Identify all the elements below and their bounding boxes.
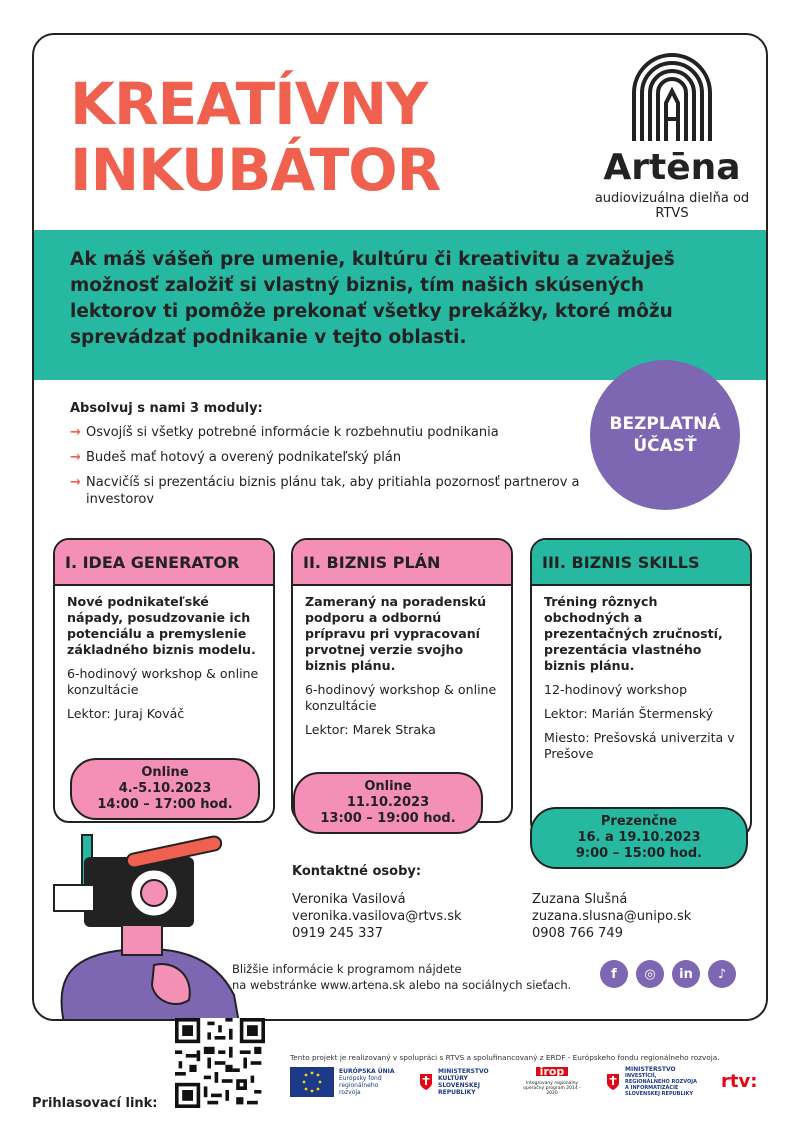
arrow-right-icon: →: [70, 475, 81, 490]
module-lecturer: Lektor: Marek Straka: [305, 722, 436, 737]
module-format: 6-hodinový workshop & online konzultácie: [305, 682, 497, 713]
contact-name: Veronika Vasilová: [292, 892, 406, 907]
partner-sub: INVESTÍCIÍ, REGIONÁLNEHO ROZVOJA A INFORMATIZÁCIE SLOVENSKEJ REPUBLIKY: [625, 1073, 697, 1097]
eu-logo: [290, 1067, 395, 1097]
more-info-text: [232, 961, 571, 993]
funding-note: Tento projekt je realizovaný v spolupráci s RTVS a spolufinancovaný z ERDF - Európskeho fondu regionálneho rozvoja.: [290, 1053, 720, 1062]
qr-code[interactable]: [175, 1018, 265, 1108]
instagram-icon[interactable]: ◎: [636, 960, 664, 988]
free-badge: [590, 360, 740, 510]
module-place: Miesto: Prešovská univerzita v Prešove: [544, 730, 735, 761]
partner-sub: KULTÚRY SLOVENSKEJ REPUBLIKY: [438, 1074, 480, 1096]
title-line-1: KREATÍVNY: [70, 70, 428, 138]
bullet-text: Osvojíš si všetky potrebné informácie k rozbehnutiu podnikania: [86, 425, 499, 440]
list-item: [70, 474, 580, 508]
slovak-coat-of-arms-icon: [419, 1073, 433, 1091]
contact-person: [292, 891, 462, 942]
social-links: [600, 960, 736, 988]
schedule-time: 9:00 – 15:00 hod.: [575, 846, 703, 861]
partner-name: MINISTERSTVO: [625, 1066, 676, 1073]
module-schedule: [293, 772, 483, 834]
title-line-2: INKUBÁTOR: [70, 136, 441, 204]
poster-frame: [32, 33, 768, 1021]
contact-phone[interactable]: 0908 766 749: [532, 926, 623, 941]
more-info-line-1: Bližšie informácie k programom nájdete: [232, 962, 462, 976]
tiktok-icon[interactable]: ♪: [708, 960, 736, 988]
schedule-mode: Prezenčne: [600, 814, 678, 829]
module-format: 12-hodinový workshop: [544, 682, 688, 697]
linkedin-icon[interactable]: in: [672, 960, 700, 988]
module-description: Nové podnikateľské nápady, posudzovanie ich potenciálu a premyslenie základného biznis modelu.: [67, 594, 256, 657]
arrow-right-icon: →: [70, 425, 81, 440]
band-text: Ak máš vášeň pre umenie, kultúru či kreativitu a zvažuješ možnosť založiť si vlastný biznis, tím našich skúsených lektorov ti pomôže prekonať všetky prekážky, ktoré môžu sprevádzať podnikanie v tejto oblasti.: [70, 249, 675, 348]
module-biznis-plan: [291, 538, 513, 826]
module-title: II. BIZNIS PLÁN: [293, 540, 511, 586]
facebook-icon[interactable]: f: [600, 960, 628, 988]
poster-title: [70, 71, 440, 203]
list-item: [70, 424, 580, 441]
module-schedule: [530, 807, 748, 869]
schedule-date: 16. a 19.10.2023: [577, 830, 701, 845]
partner-name: rtv:: [721, 1071, 758, 1092]
partner-logos: [290, 1066, 757, 1097]
schedule-mode: Online: [364, 779, 412, 794]
list-item: [70, 449, 580, 466]
login-label: Prihlasovací link:: [32, 1096, 158, 1111]
partner-name: EURÓPSKA ÚNIA: [339, 1067, 395, 1075]
schedule-mode: Online: [141, 765, 189, 780]
contacts-section: [292, 863, 732, 941]
more-info-line-2: na webstránke www.artena.sk alebo na sociálnych sieťach.: [232, 978, 572, 992]
arrow-right-icon: →: [70, 450, 81, 465]
artena-logo: [582, 53, 762, 221]
badge-line-2: ÚČASŤ: [633, 436, 697, 456]
contact-phone[interactable]: 0919 245 337: [292, 926, 383, 941]
module-description: Zameraný na poradenskú podporu a odbornú prípravu pri vypracovaní prvotnej verzie svojho biznis plánu.: [305, 594, 487, 673]
bullet-text: Nacvičíš si prezentáciu biznis plánu tak, aby pritiahla pozornosť partnerov a investorov: [86, 475, 580, 507]
slovak-coat-of-arms-icon: [606, 1073, 620, 1091]
modules-intro: [70, 401, 580, 516]
schedule-time: 14:00 – 17:00 hod.: [97, 797, 233, 812]
logo-name: Artēna: [603, 147, 741, 188]
module-title: I. IDEA GENERATOR: [55, 540, 273, 586]
bullet-text: Budeš mať hotový a overený podnikateľský plán: [86, 450, 402, 465]
module-lecturer: Lektor: Marián Štermenský: [544, 706, 714, 721]
contact-name: Zuzana Slušná: [532, 892, 628, 907]
schedule-date: 4.-5.10.2023: [118, 781, 212, 796]
irop-logo: [522, 1067, 582, 1096]
module-idea-generator: [53, 538, 275, 823]
ministry-culture-logo: [419, 1068, 498, 1096]
module-biznis-skills: [530, 538, 752, 861]
module-title: III. BIZNIS SKILLS: [532, 540, 750, 586]
contact-email[interactable]: veronika.vasilova@rtvs.sk: [292, 909, 462, 924]
module-format: 6-hodinový workshop & online konzultácie: [67, 666, 259, 697]
schedule-time: 13:00 – 19:00 hod.: [320, 811, 456, 826]
badge-line-1: BEZPLATNÁ: [609, 414, 721, 434]
logo-subtitle: audiovizuálna dielňa od RTVS: [594, 191, 750, 221]
module-lecturer: Lektor: Juraj Kováč: [67, 706, 185, 721]
contact-email[interactable]: zuzana.slusna@unipo.sk: [532, 909, 692, 924]
artena-arch-icon: [628, 53, 716, 143]
partner-name: irop: [536, 1067, 569, 1076]
ministry-investment-logo: [606, 1066, 697, 1097]
contact-person: [532, 891, 691, 942]
contacts-heading: Kontaktné osoby:: [292, 864, 422, 879]
module-description: Tréning rôznych obchodných a prezentačných zručností, prezentácia vlastného biznis plánu.: [544, 594, 723, 673]
partner-name: MINISTERSTVO: [438, 1067, 489, 1075]
partner-sub: Európsky fond regionálneho rozvoja: [339, 1074, 382, 1096]
intro-heading: Absolvuj s nami 3 moduly:: [70, 401, 263, 416]
partner-sub: Integrovaný regionálny operačný program 2014 - 2020: [523, 1081, 581, 1096]
schedule-date: 11.10.2023: [346, 795, 430, 810]
rtv-logo: [721, 1071, 758, 1092]
eu-flag-icon: [290, 1067, 334, 1097]
